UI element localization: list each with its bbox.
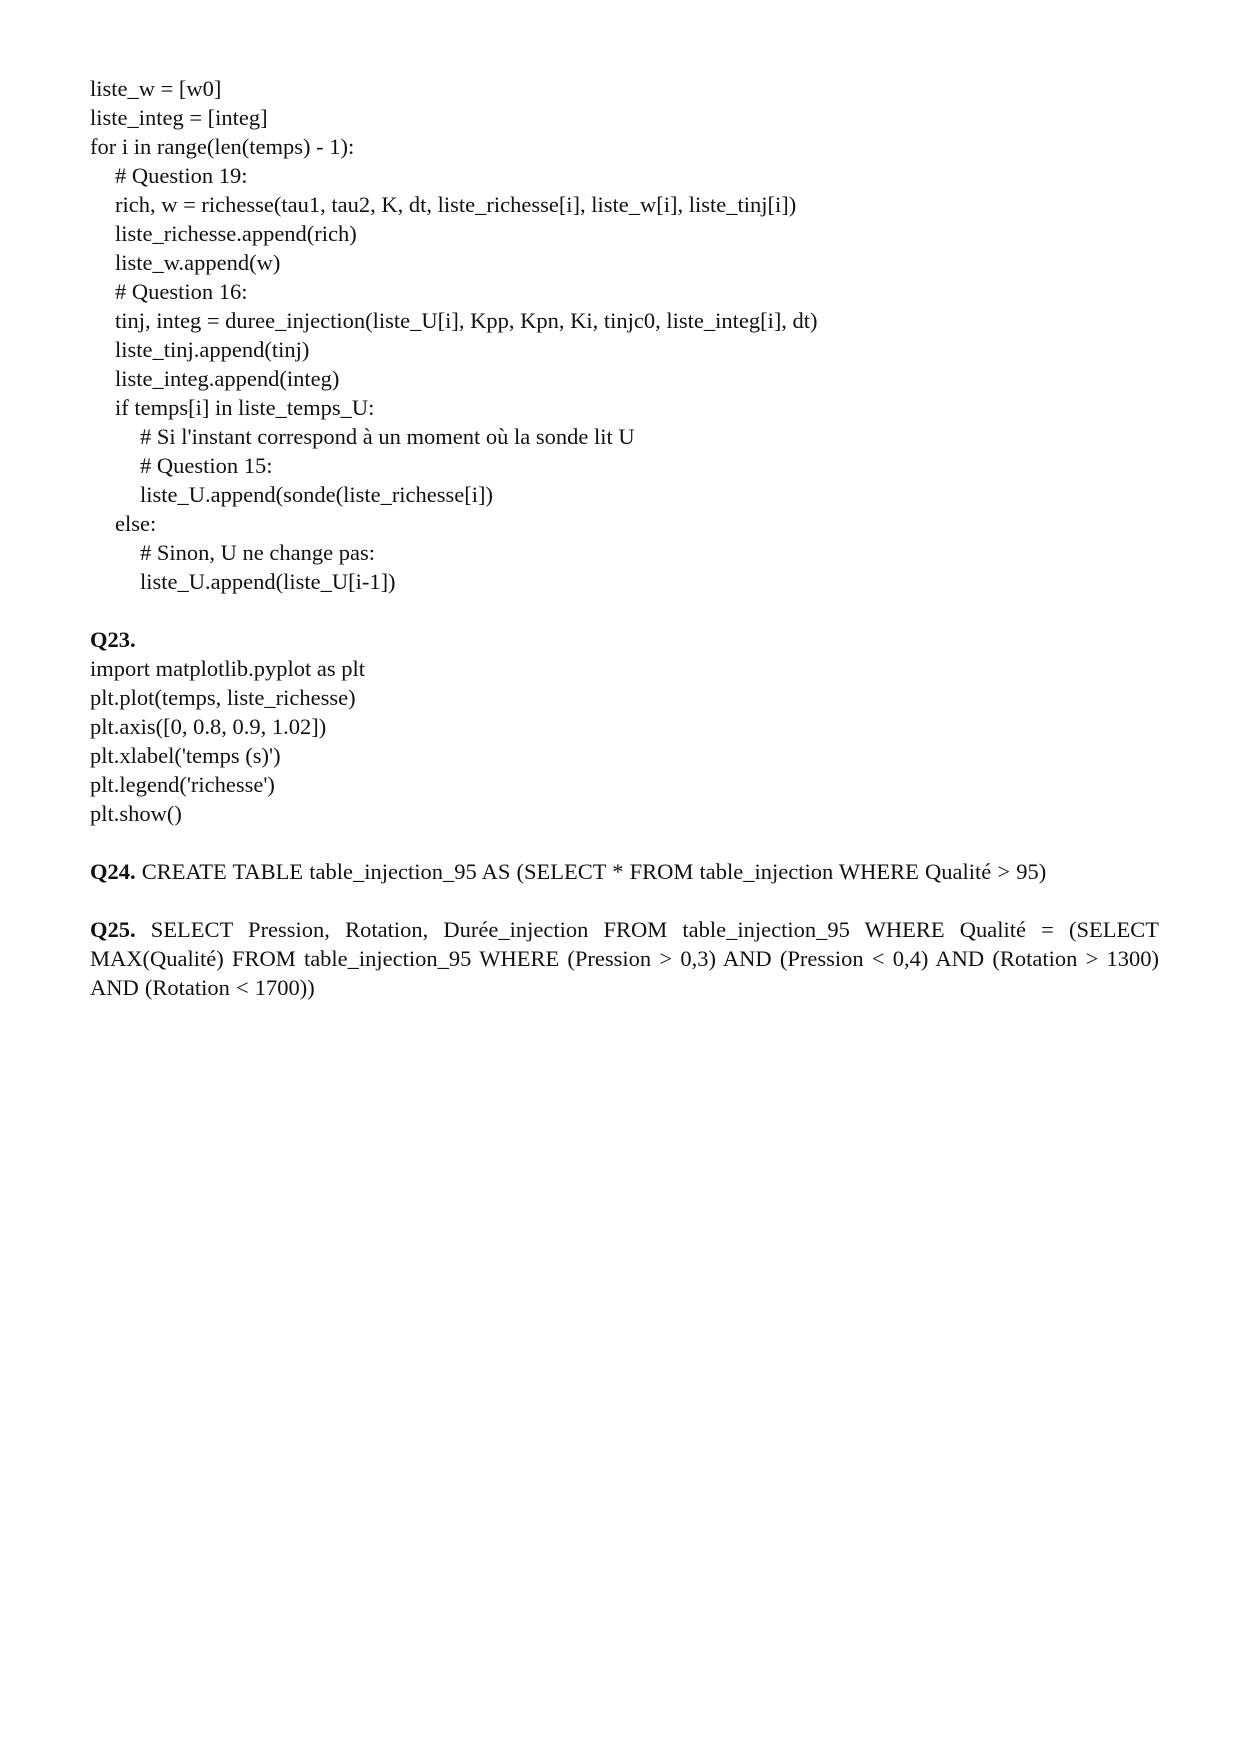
code-line: if temps[i] in liste_temps_U:: [115, 395, 375, 420]
q23-code-line: plt.show(): [90, 801, 182, 826]
code-line: liste_tinj.append(tinj): [115, 337, 310, 362]
code-loop-block: [90, 74, 1159, 596]
spacer: [90, 886, 1159, 915]
q23-code-line: plt.xlabel('temps (s)'): [90, 743, 281, 768]
code-line: liste_w.append(w): [115, 250, 281, 275]
code-line: # Question 15:: [140, 453, 273, 478]
code-line: # Question 19:: [115, 163, 248, 188]
code-line: liste_w = [w0]: [90, 76, 222, 101]
q25-label: Q25.: [90, 917, 136, 942]
q24-label: Q24.: [90, 859, 136, 884]
code-line: tinj, integ = duree_injection(liste_U[i], Kpp, Kpn, Ki, tinjc0, liste_integ[i], dt): [115, 308, 818, 333]
code-line: liste_U.append(sonde(liste_richesse[i]): [140, 482, 494, 507]
code-line: # Question 16:: [115, 279, 248, 304]
page-content: [90, 74, 1159, 1002]
spacer: [90, 596, 1159, 625]
q23-code-line: import matplotlib.pyplot as plt: [90, 656, 365, 681]
q25-paragraph: [90, 915, 1159, 1002]
q23-code-line: plt.legend('richesse'): [90, 772, 275, 797]
code-line: # Sinon, U ne change pas:: [140, 540, 375, 565]
q23-section: [90, 625, 1159, 828]
code-line: liste_U.append(liste_U[i-1]): [140, 569, 396, 594]
code-line: liste_richesse.append(rich): [115, 221, 357, 246]
q23-code-line: plt.axis([0, 0.8, 0.9, 1.02]): [90, 714, 327, 739]
q24-paragraph: [90, 857, 1159, 886]
code-line: rich, w = richesse(tau1, tau2, K, dt, liste_richesse[i], liste_w[i], liste_tinj[i]): [115, 192, 797, 217]
spacer: [90, 828, 1159, 857]
code-line: # Si l'instant correspond à un moment où la sonde lit U: [140, 424, 635, 449]
q24-text: CREATE TABLE table_injection_95 AS (SELECT * FROM table_injection WHERE Qualité > 95): [135, 859, 1047, 884]
q25-text: SELECT Pression, Rotation, Durée_injection FROM table_injection_95 WHERE Qualité = (SELECT MAX(Qualité) FROM table_injection_95 WHERE (Pression > 0,3) AND (Pression < 0,4) AND (Rotation > 1300) AND (Rotation < 1700)): [90, 917, 1159, 1000]
code-line: for i in range(len(temps) - 1):: [90, 134, 355, 159]
code-line: liste_integ.append(integ): [115, 366, 340, 391]
q23-code-line: plt.plot(temps, liste_richesse): [90, 685, 356, 710]
code-line: else:: [115, 511, 157, 536]
code-line: liste_integ = [integ]: [90, 105, 268, 130]
q23-label: Q23.: [90, 627, 136, 652]
